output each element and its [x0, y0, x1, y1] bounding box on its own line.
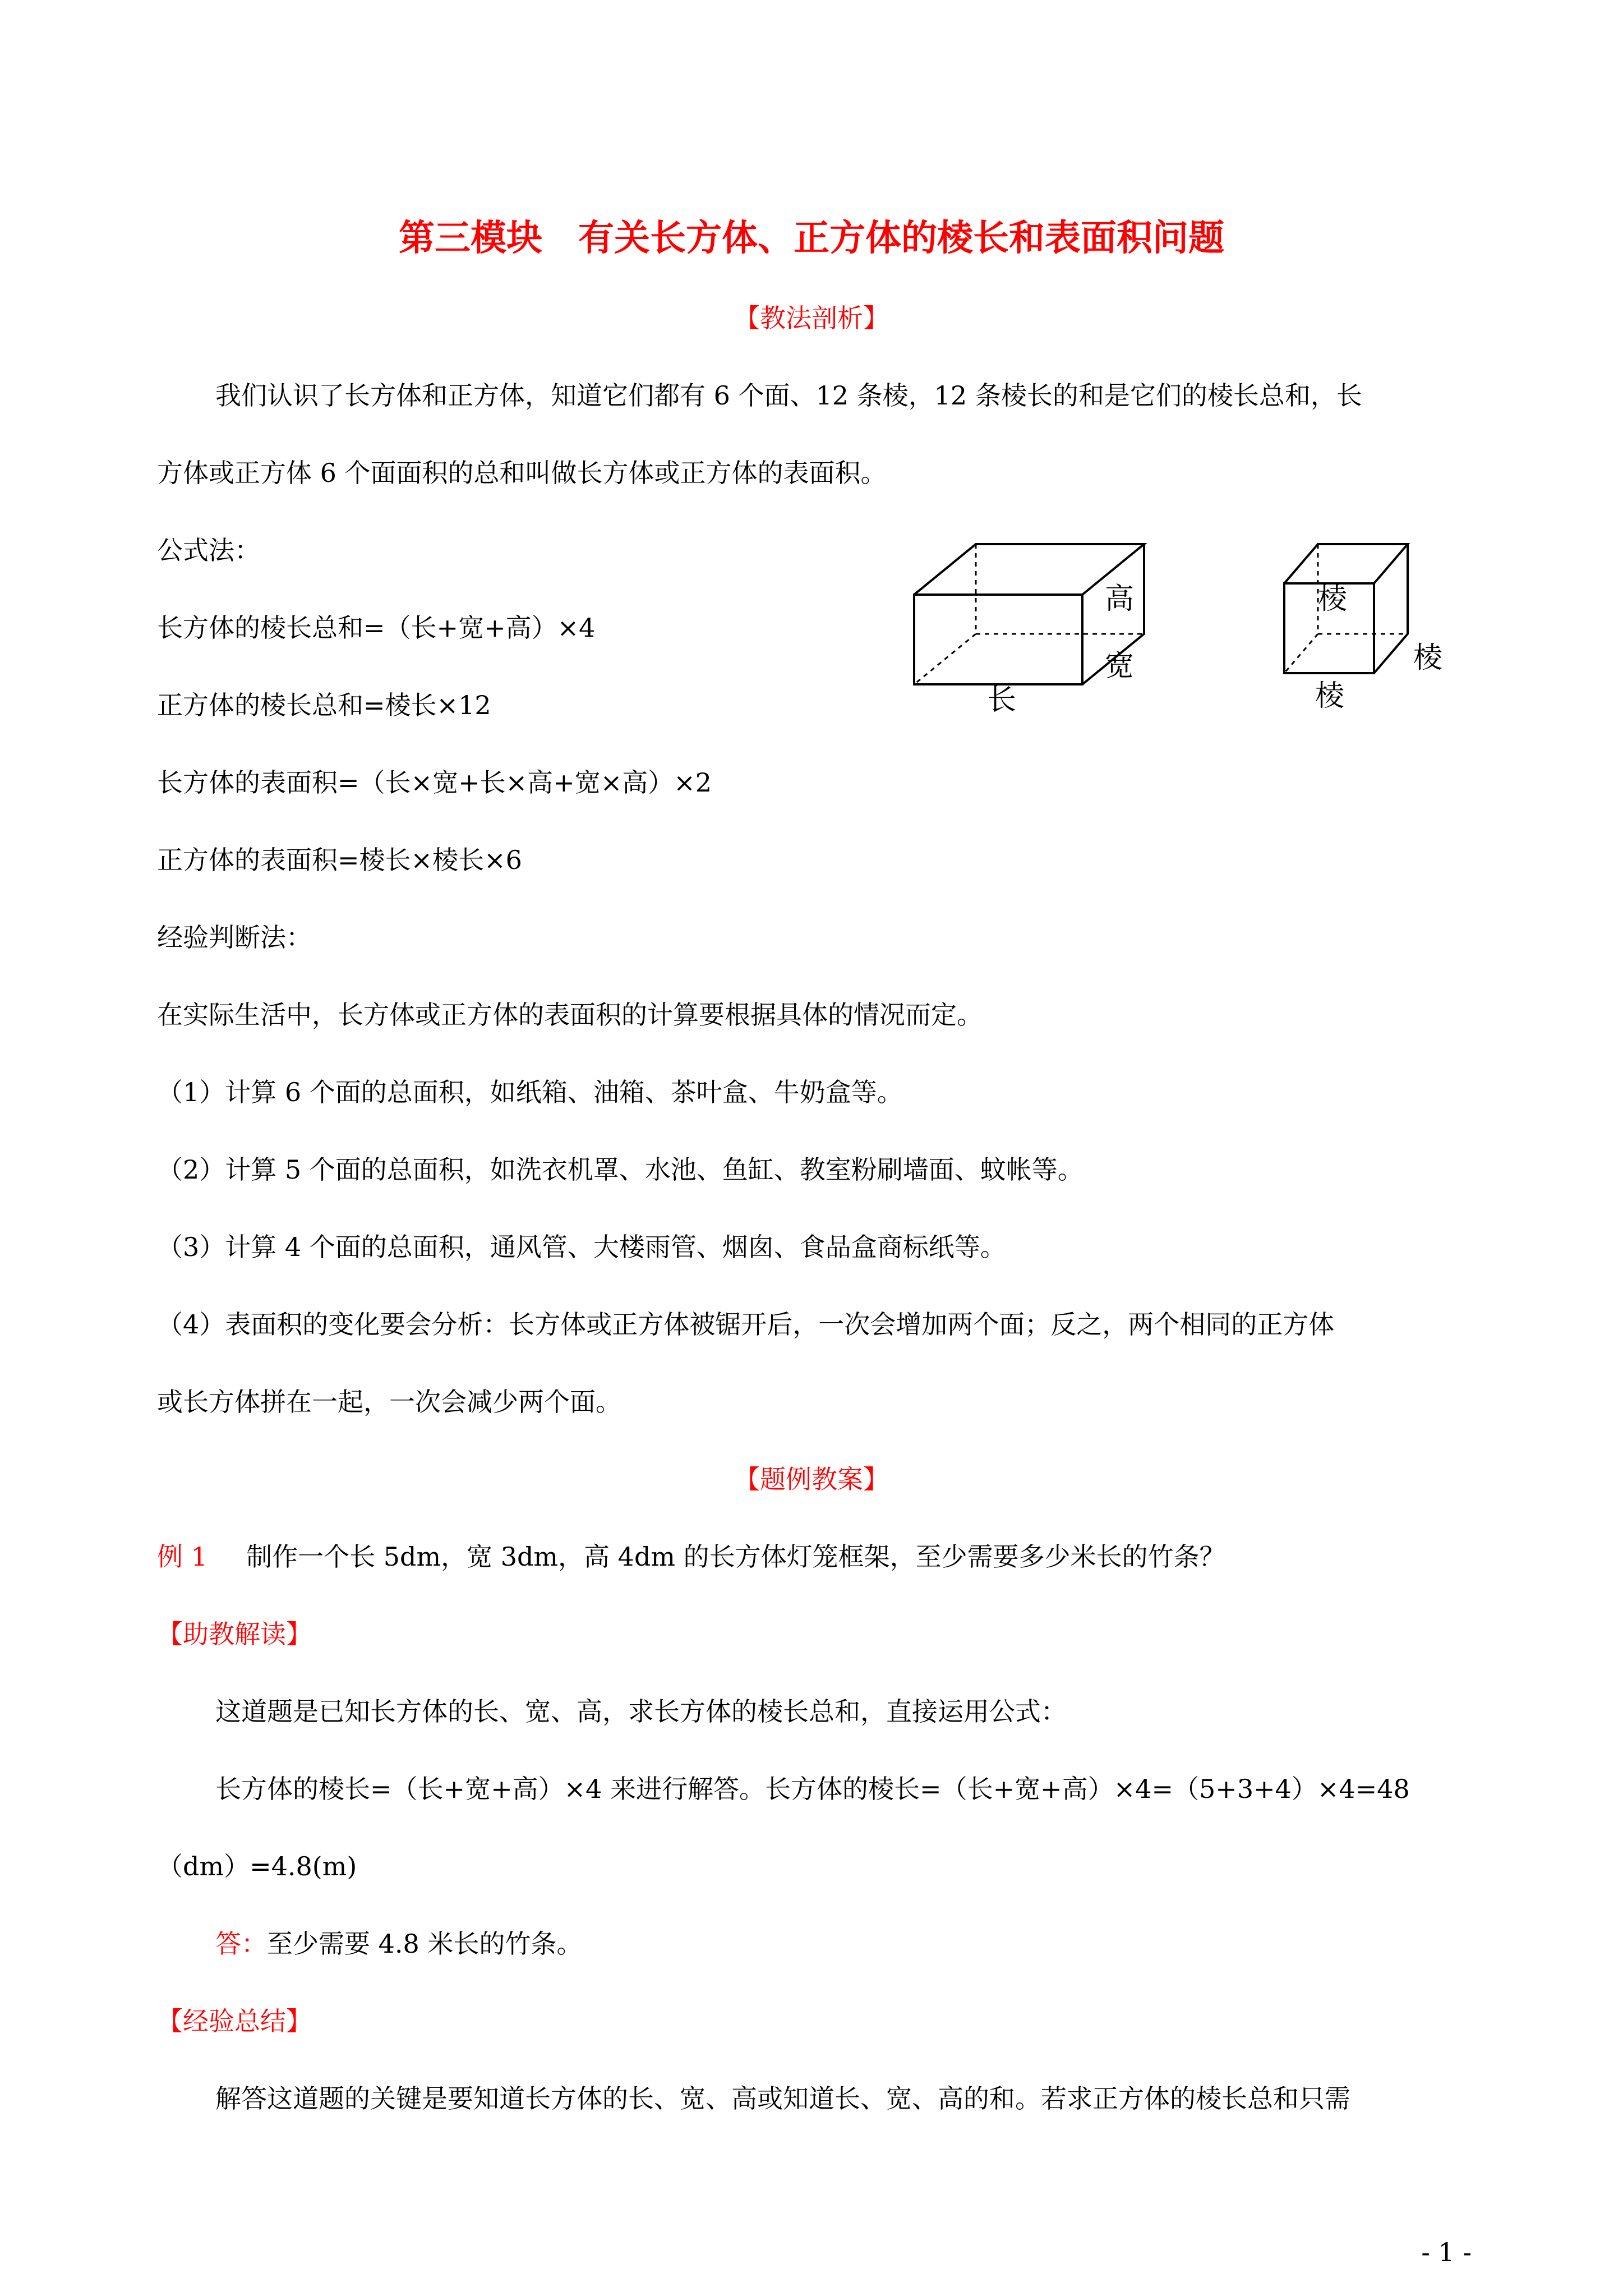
page-title: 第三模块 有关长方体、正方体的棱长和表面积问题: [399, 217, 1224, 259]
cuboid-label-width: 宽: [1105, 650, 1135, 683]
formula-heading: 公式法：: [157, 535, 260, 565]
list-item: （2）计算 5 个面的总面积，如洗衣机罩、水池、鱼缸、教室粉刷墙面、蚊帐等。: [157, 1154, 1083, 1185]
list-item: （3）计算 4 个面的总面积，通风管、大楼雨管、烟囱、食品盒商标纸等。: [157, 1232, 1006, 1262]
experience-intro: 在实际生活中，长方体或正方体的表面积的计算要根据具体的情况而定。: [157, 1000, 983, 1030]
formula-line: 正方体的棱长总和=棱长×12: [157, 690, 491, 720]
section-heading-method: 【教法剖析】: [734, 303, 889, 333]
list-item: （4）表面积的变化要会分析：长方体或正方体被锯开后，一次会增加两个面；反之，两个相同的正方体: [157, 1309, 1335, 1340]
cube-label-bottom: 棱: [1315, 679, 1345, 712]
example-label: 例 1: [157, 1542, 208, 1572]
page-number: - 1 -: [1421, 2237, 1472, 2267]
answer-line: [215, 1927, 1528, 1961]
answer-text: 至少需要 4.8 米长的竹条。: [267, 1929, 583, 1959]
summary-line: 解答这道题的关键是要知道长方体的长、宽、高或知道长、宽、高的和。若求正方体的棱长总和只需: [215, 2083, 1350, 2114]
cube-diagram: [1273, 527, 1475, 712]
example-line: [157, 1540, 1469, 1573]
experience-heading: 经验判断法：: [157, 922, 312, 953]
summary-heading: 【经验总结】: [157, 2006, 312, 2036]
formula-line: 正方体的表面积=棱长×棱长×6: [157, 845, 522, 875]
list-item: （1）计算 6 个面的总面积，如纸箱、油箱、茶叶盒、牛奶盒等。: [157, 1077, 903, 1107]
assist-heading: 【助教解读】: [157, 1619, 312, 1649]
intro-paragraph-line: 我们认识了长方体和正方体，知道它们都有 6 个面、12 条棱，12 条棱长的和是它们的棱长总和，长: [215, 380, 1362, 411]
cuboid-label-height: 高: [1105, 582, 1135, 616]
assist-line: （dm）=4.8(m): [157, 1851, 357, 1881]
formula-line: 长方体的表面积=（长×宽+长×高+宽×高）×2: [157, 767, 712, 798]
section-heading-examples: 【题例教案】: [734, 1464, 889, 1494]
cuboid-label-length: 长: [987, 683, 1017, 712]
answer-label: 答：: [215, 1929, 267, 1959]
intro-paragraph-line: 方体或正方体 6 个面面积的总和叫做长方体或正方体的表面积。: [157, 458, 887, 488]
assist-line: 这道题是已知长方体的长、宽、高，求长方体的棱长总和，直接运用公式：: [215, 1696, 1067, 1727]
example-text: 制作一个长 5dm，宽 3dm，高 4dm 的长方体灯笼框架，至少需要多少米长的竹条？: [246, 1542, 1225, 1572]
cuboid-diagram: [903, 527, 1195, 712]
cube-label-front: 棱: [1318, 582, 1348, 616]
cube-label-side: 棱: [1413, 641, 1443, 675]
formula-line: 长方体的棱长总和=（长+宽+高）×4: [157, 613, 596, 643]
assist-line: 长方体的棱长=（长+宽+高）×4 来进行解答。长方体的棱长=（长+宽+高）×4=（5+3+4）×4=48: [215, 1774, 1410, 1804]
list-item: 或长方体拼在一起，一次会减少两个面。: [157, 1387, 621, 1417]
